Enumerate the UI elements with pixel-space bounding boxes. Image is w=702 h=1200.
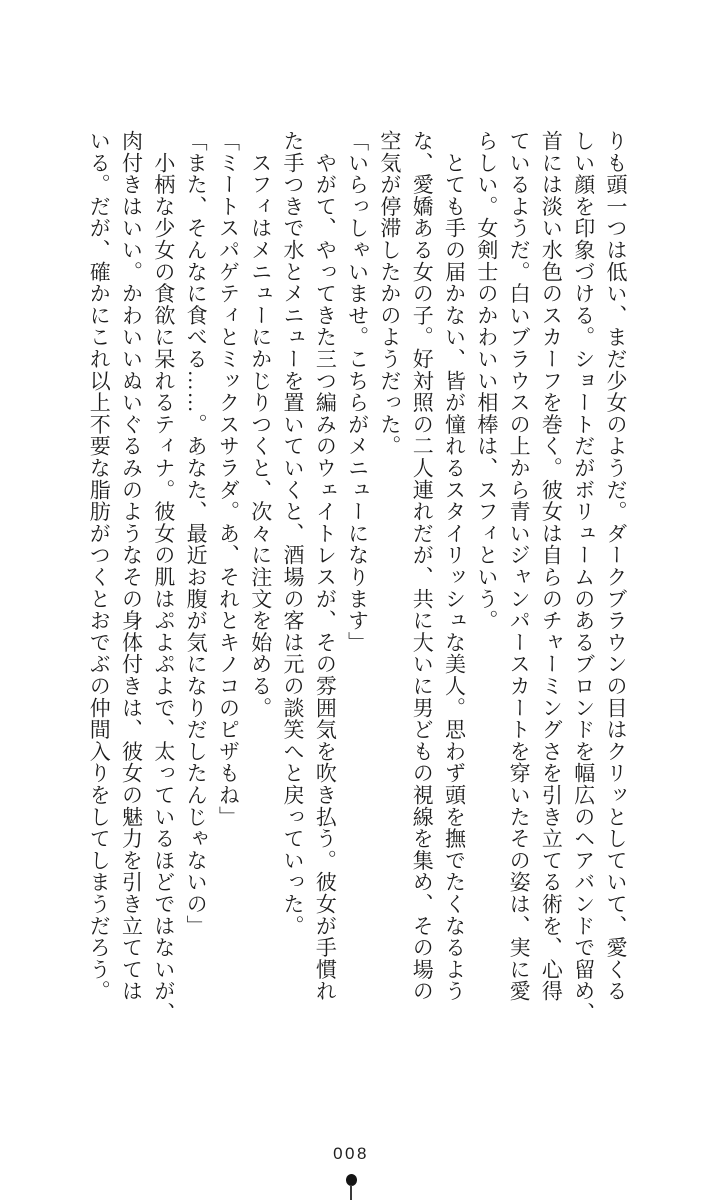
text-line: いる。だが、確かにこれ以上不要な脂肪がつくとおでぶの仲間入りをしてしまうだろう。 [87,130,112,1002]
text-line: らしい。女剣士のかわいい相棒は、スフィという。 [474,130,499,632]
text-line: ているようだ。白いブラウスの上から青いジャンパースカートを穿いたその姿は、実に愛 [507,130,532,1002]
body-text [83,130,632,1055]
page-ornament-line [350,1185,352,1200]
text-line: 「いらっしゃいませ。こちらがメニューになります」 [345,130,370,654]
text-line: 空気が停滞したかのようだった。 [377,130,402,457]
text-line: やがて、やってきた三つ編みのウェイトレスが、その雰囲気を吹き払う。彼女が手慣れ [313,130,338,1002]
page-number: 008 [333,1144,369,1163]
text-line: りも頭一つは低い、まだ少女のようだ。ダークブラウンの目はクリッとしていて、愛くる [604,130,628,1002]
text-line: 「また、そんなに食べる……。あなた、最近お腹が気になりだしたんじゃないの」 [184,130,209,937]
text-line: スフィはメニューにかじりつくと、次々に注文を始める。 [248,130,273,719]
text-line: た手つきで水とメニューを置いていくと、酒場の客は元の談笑へと戻っていった。 [281,130,306,937]
text-line: な、愛嬌ある女の子。好対照の二人連れだが、共に大いに男どもの視線を集め、その場の [410,130,435,1002]
text-line: 小柄な少女の食欲に呆れるティナ。彼女の肌はぷよぷよで、太っているほどではないが、 [151,130,176,1024]
page-footer [0,1144,702,1200]
text-line: 首には淡い水色のスカーフを巻く。彼女は自らのチャーミングさを引き立てる術を、心得 [539,130,564,1002]
text-line: 「ミートスパゲティとミックスサラダ。あ、それとキノコのピザもね」 [216,130,241,828]
text-line: 肉付きはいい。かわいいぬいぐるみのようなその身体付きは、彼女の魅力を引き立てては [119,130,144,1002]
text-line: とても手の届かない、皆が憧れるスタイリッシュな美人。思わず頭を撫でたくなるよう [442,130,467,1002]
text-line: しい顔を印象づける。ショートだがボリュームのあるブロンドを幅広のヘアバンドで留め、 [571,130,596,1024]
